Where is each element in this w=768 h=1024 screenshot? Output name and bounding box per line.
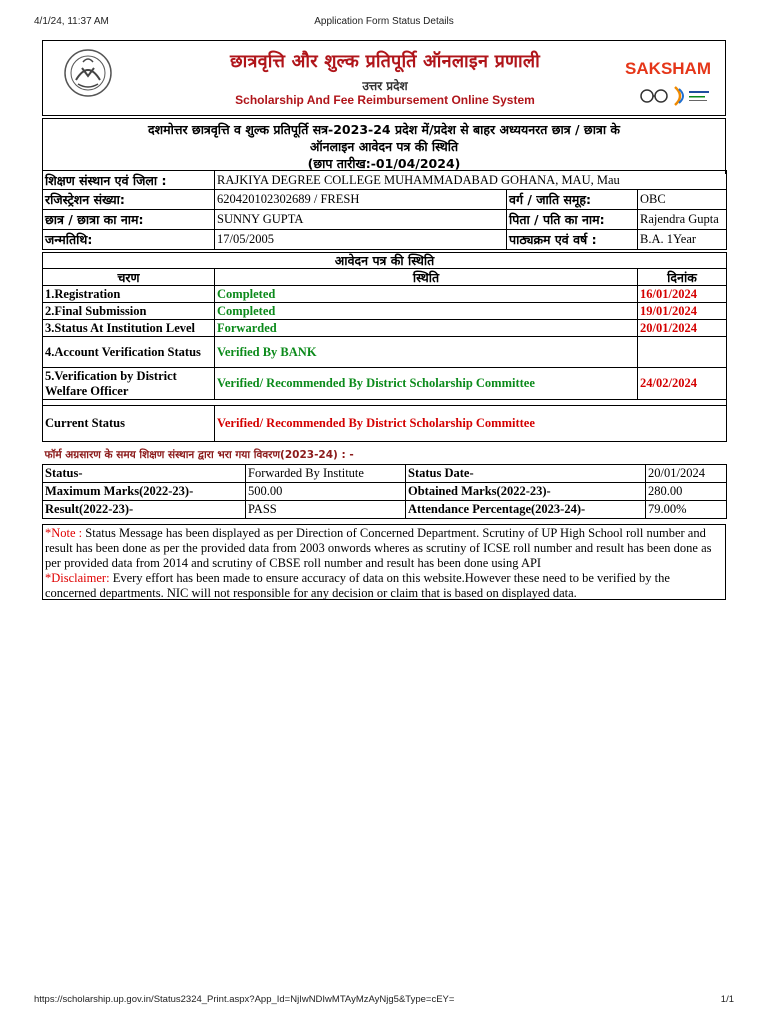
father-name-label: पिता / पति का नाम: bbox=[507, 210, 638, 230]
status-cell: Verified/ Recommended By District Scholarship Committee bbox=[215, 368, 638, 400]
current-status-value: Verified/ Recommended By District Scholarship Committee bbox=[215, 406, 727, 442]
attendance-label: Attendance Percentage(2023-24)- bbox=[406, 500, 646, 518]
institution-label: शिक्षण संस्थान एवं जिला : bbox=[43, 171, 215, 190]
digital-india-logo-icon bbox=[671, 83, 711, 109]
category-label: वर्ग / जाति समूह: bbox=[507, 190, 638, 210]
stage-cell: 1.Registration bbox=[43, 286, 215, 303]
date-cell: 19/01/2024 bbox=[638, 303, 727, 320]
stage-cell: 5.Verification by District Welfare Officer bbox=[43, 368, 215, 400]
date-cell bbox=[638, 337, 727, 368]
inst-status-value: Forwarded By Institute bbox=[246, 464, 406, 482]
stage-cell: 2.Final Submission bbox=[43, 303, 215, 320]
date-cell: 24/02/2024 bbox=[638, 368, 727, 400]
form-heading-line1: दशमोत्तर छात्रवृत्ति व शुल्क प्रतिपूर्ति सत्र-2023-24 प्रदेश में/प्रदेश से बाहर अध्ययनरत छात्र / छात्रा के bbox=[147, 122, 621, 137]
max-marks-value: 500.00 bbox=[246, 482, 406, 500]
stage-cell: 4.Account Verification Status bbox=[43, 337, 215, 368]
status-cell: Completed bbox=[215, 286, 638, 303]
print-url: https://scholarship.up.gov.in/Status2324_Print.aspx?App_Id=NjIwNDIwMTAyMzAyNjg5&Type=cEY= bbox=[34, 994, 455, 1005]
portal-title-english: Scholarship And Fee Reimbursement Online System bbox=[235, 93, 535, 107]
state-name: उत्तर प्रदेश bbox=[362, 79, 408, 93]
swachh-bharat-glasses-icon bbox=[639, 83, 669, 109]
notes-box bbox=[42, 524, 726, 600]
registration-value: 620420102302689 / FRESH bbox=[215, 190, 507, 210]
result-value: PASS bbox=[246, 500, 406, 518]
col-header-status: स्थिति bbox=[215, 269, 638, 286]
application-status-section bbox=[42, 252, 726, 442]
date-cell: 16/01/2024 bbox=[638, 286, 727, 303]
print-header bbox=[0, 12, 768, 32]
table-row bbox=[43, 320, 727, 337]
current-status-label: Current Status bbox=[43, 406, 215, 442]
table-row bbox=[43, 286, 727, 303]
course-value: B.A. 1Year bbox=[638, 230, 727, 250]
attendance-value: 79.00% bbox=[646, 500, 727, 518]
print-footer bbox=[0, 994, 768, 1014]
date-cell: 20/01/2024 bbox=[638, 320, 727, 337]
obtained-marks-value: 280.00 bbox=[646, 482, 727, 500]
saksham-logo-text: SAKSHAM bbox=[625, 59, 711, 78]
result-label: Result(2022-23)- bbox=[43, 500, 246, 518]
institute-details-section bbox=[42, 448, 726, 519]
dob-value: 17/05/2005 bbox=[215, 230, 507, 250]
print-timestamp: 4/1/24, 11:37 AM bbox=[34, 16, 109, 27]
institution-value: RAJKIYA DEGREE COLLEGE MUHAMMADABAD GOHANA, MAU, Mau bbox=[215, 171, 727, 190]
max-marks-label: Maximum Marks(2022-23)- bbox=[43, 482, 246, 500]
institute-details-title: फॉर्म अग्रसारण के समय शिक्षण संस्थान द्वारा भरा गया विवरण(2023-24) : - bbox=[44, 449, 354, 462]
status-cell: Verified By BANK bbox=[215, 337, 638, 368]
status-date-value: 20/01/2024 bbox=[646, 464, 727, 482]
col-header-stage: चरण bbox=[43, 269, 215, 286]
disclaimer-prefix: *Disclaimer: bbox=[45, 571, 110, 585]
institute-details-table bbox=[42, 448, 727, 519]
col-header-date: दिनांक bbox=[638, 269, 727, 286]
student-info-table bbox=[42, 170, 727, 250]
table-row bbox=[43, 368, 727, 400]
category-value: OBC bbox=[638, 190, 727, 210]
table-row bbox=[43, 303, 727, 320]
form-heading-line2: ऑनलाइन आवेदन पत्र की स्थिति bbox=[309, 139, 459, 154]
dob-label: जन्मतिथि: bbox=[43, 230, 215, 250]
father-name-value: Rajendra Gupta bbox=[638, 210, 727, 230]
application-status-table bbox=[42, 252, 727, 442]
student-info-section bbox=[42, 170, 726, 250]
obtained-marks-label: Obtained Marks(2022-23)- bbox=[406, 482, 646, 500]
note-text: Status Message has been displayed as per Direction of Concerned Department. Scrutiny of UP High School roll number and result has been done as per the provided data from 2003 onwords wheres as scrutiny of ICSE roll number and result has been done as per provided data from 2014 and scrutiny of CBSE roll number and result has been done using API bbox=[45, 526, 712, 570]
note-prefix: *Note : bbox=[45, 526, 83, 540]
form-heading-print-date: (छाप तारीख:-01/04/2024) bbox=[307, 156, 461, 171]
portal-title-hindi: छात्रवृत्ति और शुल्क प्रतिपूर्ति ऑनलाइन प्रणाली bbox=[229, 51, 540, 72]
stage-cell: 3.Status At Institution Level bbox=[43, 320, 215, 337]
print-page-number: 1/1 bbox=[720, 994, 734, 1005]
site-banner bbox=[42, 40, 726, 116]
student-name-value: SUNNY GUPTA bbox=[215, 210, 507, 230]
status-cell: Forwarded bbox=[215, 320, 638, 337]
disclaimer-text: Every effort has been made to ensure accuracy of data on this website.However these need to be verified by the concerned departments. NIC will not responsible for any decision or claim that is based on displayed data. bbox=[45, 571, 670, 600]
inst-status-label: Status- bbox=[43, 464, 246, 482]
status-cell: Completed bbox=[215, 303, 638, 320]
course-label: पाठ्यक्रम एवं वर्ष : bbox=[507, 230, 638, 250]
student-name-label: छात्र / छात्रा का नाम: bbox=[43, 210, 215, 230]
table-row bbox=[43, 337, 727, 368]
registration-label: रजिस्ट्रेशन संख्या: bbox=[43, 190, 215, 210]
status-section-title: आवेदन पत्र की स्थिति bbox=[43, 253, 727, 269]
print-document-title: Application Form Status Details bbox=[314, 16, 454, 27]
status-date-label: Status Date- bbox=[406, 464, 646, 482]
form-heading bbox=[42, 118, 726, 174]
